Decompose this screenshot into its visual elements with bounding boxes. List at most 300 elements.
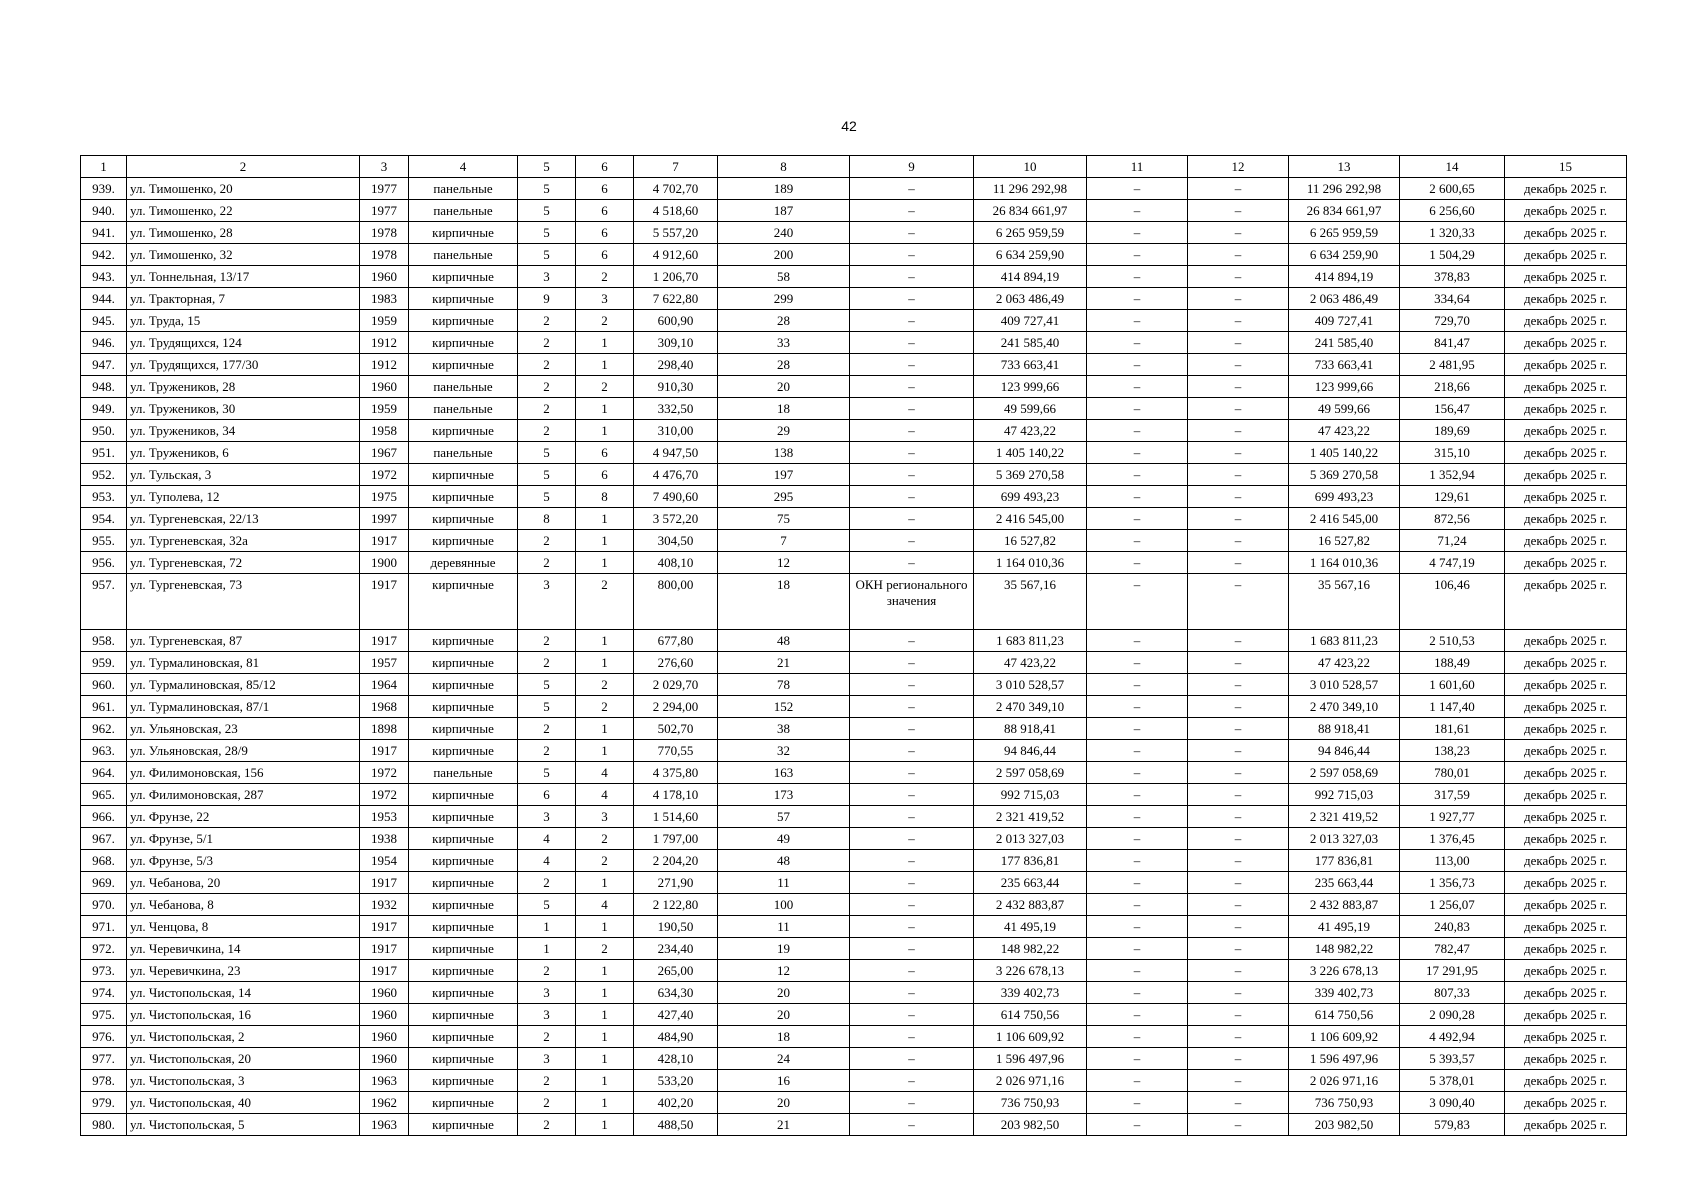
table-cell: 614 750,56 [1289,1004,1400,1026]
table-cell: кирпичные [409,310,518,332]
table-cell: ул. Филимоновская, 156 [127,762,360,784]
table-cell: 234,40 [634,938,718,960]
table-row [81,828,1627,850]
table-cell: декабрь 2025 г. [1505,574,1627,630]
table-cell: – [850,244,974,266]
table-cell: декабрь 2025 г. [1505,1070,1627,1092]
table-cell: декабрь 2025 г. [1505,894,1627,916]
table-cell: 1 [576,1004,634,1026]
table-cell: 2 [518,310,576,332]
table-cell: 298,40 [634,354,718,376]
table-cell: – [1188,420,1289,442]
table-header [81,156,1627,178]
table-cell: 2 029,70 [634,674,718,696]
table-cell: декабрь 2025 г. [1505,266,1627,288]
table-cell: 20 [718,1092,850,1114]
table-cell: 2 416 545,00 [1289,508,1400,530]
table-cell: – [1188,398,1289,420]
table-cell: 956. [81,552,127,574]
table-cell: – [1087,696,1188,718]
table-cell: 1 320,33 [1400,222,1505,244]
table-cell: декабрь 2025 г. [1505,784,1627,806]
table-cell: декабрь 2025 г. [1505,916,1627,938]
table-cell: – [1188,806,1289,828]
table-row [81,376,1627,398]
table-cell: декабрь 2025 г. [1505,486,1627,508]
table-cell: 939. [81,178,127,200]
table-cell: ул. Ульяновская, 23 [127,718,360,740]
table-cell: 310,00 [634,420,718,442]
column-header: 2 [127,156,360,178]
table-cell: кирпичные [409,740,518,762]
table-cell: 910,30 [634,376,718,398]
table-cell: 6 256,60 [1400,200,1505,222]
table-cell: 1 376,45 [1400,828,1505,850]
table-cell: ул. Чистопольская, 14 [127,982,360,1004]
column-number-row [81,156,1627,178]
table-cell: 11 296 292,98 [974,178,1087,200]
table-cell: декабрь 2025 г. [1505,740,1627,762]
table-cell: – [1087,762,1188,784]
table-cell: 1 [576,508,634,530]
table-cell: – [850,630,974,652]
table-cell: 1 927,77 [1400,806,1505,828]
table-cell: 2 063 486,49 [974,288,1087,310]
table-cell: 1 [576,420,634,442]
table-cell: кирпичные [409,332,518,354]
table-cell: 4 [518,850,576,872]
table-cell: 21 [718,1114,850,1136]
table-cell: 78 [718,674,850,696]
table-cell: 1 [518,916,576,938]
table-cell: 807,33 [1400,982,1505,1004]
table-cell: ул. Чистопольская, 20 [127,1048,360,1070]
table-cell: – [850,420,974,442]
table-cell: 3 [518,1004,576,1026]
table-cell: 5 393,57 [1400,1048,1505,1070]
table-cell: – [1188,784,1289,806]
table-cell: декабрь 2025 г. [1505,718,1627,740]
table-cell: декабрь 2025 г. [1505,222,1627,244]
table-cell: – [850,442,974,464]
column-header: 15 [1505,156,1627,178]
table-cell: 1 352,94 [1400,464,1505,486]
table-row [81,652,1627,674]
table-cell: кирпичные [409,850,518,872]
table-cell: 3 010 528,57 [974,674,1087,696]
table-cell: 218,66 [1400,376,1505,398]
table-cell: – [850,376,974,398]
column-header: 4 [409,156,518,178]
table-cell: 88 918,41 [1289,718,1400,740]
table-cell: 5 [518,200,576,222]
table-cell: 1912 [360,332,409,354]
table-cell: 28 [718,310,850,332]
table-cell: 2 [518,332,576,354]
table-cell: панельные [409,376,518,398]
table-cell: 1964 [360,674,409,696]
table-cell: – [1087,574,1188,630]
table-cell: 6 [576,464,634,486]
table-cell: кирпичные [409,630,518,652]
table-row [81,244,1627,266]
table-cell: 334,64 [1400,288,1505,310]
table-cell: 946. [81,332,127,354]
table-cell: – [1087,718,1188,740]
table-cell: 958. [81,630,127,652]
table-cell: декабрь 2025 г. [1505,982,1627,1004]
table-cell: декабрь 2025 г. [1505,674,1627,696]
table-cell: 992 715,03 [1289,784,1400,806]
table-cell: 2 [518,872,576,894]
table-cell: 2 [518,376,576,398]
column-header: 3 [360,156,409,178]
table-cell: 71,24 [1400,530,1505,552]
table-cell: 1917 [360,960,409,982]
table-cell: 1960 [360,266,409,288]
table-cell: 8 [518,508,576,530]
table-cell: – [850,894,974,916]
table-row [81,288,1627,310]
table-cell: 2 470 349,10 [1289,696,1400,718]
table-cell: 1 [576,1026,634,1048]
table-cell: ул. Фрунзе, 5/1 [127,828,360,850]
table-cell: декабрь 2025 г. [1505,354,1627,376]
table-cell: – [850,938,974,960]
table-cell: 4 [576,784,634,806]
table-cell: декабрь 2025 г. [1505,1114,1627,1136]
table-cell: 962. [81,718,127,740]
table-cell: 152 [718,696,850,718]
table-cell: 1997 [360,508,409,530]
table-cell: декабрь 2025 г. [1505,310,1627,332]
table-cell: ул. Тружеников, 34 [127,420,360,442]
table-cell: панельные [409,244,518,266]
table-cell: 177 836,81 [1289,850,1400,872]
table-cell: 1912 [360,354,409,376]
table-cell: – [850,1114,974,1136]
table-cell: 26 834 661,97 [1289,200,1400,222]
table-cell: 49 [718,828,850,850]
table-cell: кирпичные [409,916,518,938]
table-cell: 6 634 259,90 [1289,244,1400,266]
table-cell: 1 [576,354,634,376]
table-row [81,916,1627,938]
table-cell: кирпичные [409,960,518,982]
table-cell: – [1188,1026,1289,1048]
table-cell: 20 [718,1004,850,1026]
table-cell: – [1087,784,1188,806]
table-cell: – [850,310,974,332]
table-cell: 729,70 [1400,310,1505,332]
table-cell: – [850,1004,974,1026]
table-cell: 1958 [360,420,409,442]
table-row [81,200,1627,222]
table-cell: 2 013 327,03 [974,828,1087,850]
table-cell: 2 481,95 [1400,354,1505,376]
table-cell: – [1087,916,1188,938]
table-cell: 1 [518,938,576,960]
table-cell: 2 204,20 [634,850,718,872]
table-row [81,1070,1627,1092]
table-cell: 1 [576,630,634,652]
table-cell: – [1087,740,1188,762]
table-cell: 736 750,93 [1289,1092,1400,1114]
table-cell: – [1087,530,1188,552]
table-cell: 1978 [360,244,409,266]
table-cell: – [850,652,974,674]
table-cell: 203 982,50 [974,1114,1087,1136]
table-cell: – [1087,420,1188,442]
table-cell: ул. Тургеневская, 73 [127,574,360,630]
table-cell: кирпичные [409,872,518,894]
table-cell: – [1188,530,1289,552]
table-cell: ул. Тружеников, 6 [127,442,360,464]
table-cell: ул. Черевичкина, 23 [127,960,360,982]
table-cell: 21 [718,652,850,674]
table-cell: декабрь 2025 г. [1505,398,1627,420]
table-cell: 800,00 [634,574,718,630]
table-cell: 1 [576,1048,634,1070]
table-cell: – [850,398,974,420]
table-cell: – [850,332,974,354]
table-cell: 2 063 486,49 [1289,288,1400,310]
table-cell: – [1188,938,1289,960]
table-cell: 57 [718,806,850,828]
table-cell: кирпичные [409,652,518,674]
table-cell: 6 265 959,59 [974,222,1087,244]
table-cell: 974. [81,982,127,1004]
table-cell: 58 [718,266,850,288]
table-cell: кирпичные [409,1026,518,1048]
table-cell: 952. [81,464,127,486]
table-cell: 2 026 971,16 [1289,1070,1400,1092]
table-cell: кирпичные [409,938,518,960]
table-row [81,486,1627,508]
table-cell: 18 [718,398,850,420]
table-cell: 138,23 [1400,740,1505,762]
table-cell: кирпичные [409,266,518,288]
table-cell: 3 [518,806,576,828]
table-cell: – [1087,850,1188,872]
table-cell: 1 504,29 [1400,244,1505,266]
table-cell: ул. Трудящихся, 177/30 [127,354,360,376]
table-cell: 4 747,19 [1400,552,1505,574]
column-header: 9 [850,156,974,178]
table-cell: – [1087,376,1188,398]
table-cell: кирпичные [409,1070,518,1092]
table-cell: кирпичные [409,464,518,486]
table-cell: 6 [518,784,576,806]
table-cell: 992 715,03 [974,784,1087,806]
table-cell: 942. [81,244,127,266]
table-cell: 177 836,81 [974,850,1087,872]
table-cell: – [1087,1092,1188,1114]
table-cell: – [1087,354,1188,376]
table-cell: 1 514,60 [634,806,718,828]
table-cell: – [1087,1026,1188,1048]
table-row [81,178,1627,200]
table-cell: 1960 [360,1048,409,1070]
table-cell: 3 [576,288,634,310]
table-cell: 189 [718,178,850,200]
table-cell: 488,50 [634,1114,718,1136]
table-cell: – [1188,696,1289,718]
table-cell: кирпичные [409,828,518,850]
column-header: 14 [1400,156,1505,178]
table-cell: – [1188,762,1289,784]
table-cell: 148 982,22 [1289,938,1400,960]
table-cell: 7 490,60 [634,486,718,508]
table-cell: 940. [81,200,127,222]
table-cell: 4 [576,894,634,916]
table-cell: 736 750,93 [974,1092,1087,1114]
table-cell: 428,10 [634,1048,718,1070]
table-cell: 48 [718,630,850,652]
table-cell: 2 [518,1114,576,1136]
table-cell: – [1188,1004,1289,1026]
table-cell: декабрь 2025 г. [1505,828,1627,850]
table-row [81,222,1627,244]
table-cell: 1957 [360,652,409,674]
table-cell: ул. Чистопольская, 2 [127,1026,360,1048]
table-cell: 6 265 959,59 [1289,222,1400,244]
table-cell: – [850,266,974,288]
table-cell: 1 797,00 [634,828,718,850]
table-cell: – [1188,1114,1289,1136]
table-cell: – [1188,178,1289,200]
table-cell: 409 727,41 [974,310,1087,332]
table-cell: 733 663,41 [974,354,1087,376]
table-cell: кирпичные [409,486,518,508]
table-cell: 2 [518,652,576,674]
table-cell: 1 683 811,23 [1289,630,1400,652]
table-cell: – [1087,1004,1188,1026]
table-cell: 6 634 259,90 [974,244,1087,266]
table-cell: кирпичные [409,420,518,442]
table-cell: – [850,1070,974,1092]
table-cell: 5 [518,696,576,718]
table-cell: 181,61 [1400,718,1505,740]
table-cell: 2 [576,310,634,332]
table-cell: 3 226 678,13 [974,960,1087,982]
table-cell: кирпичные [409,894,518,916]
table-row [81,718,1627,740]
table-cell: 299 [718,288,850,310]
table-cell: 2 600,65 [1400,178,1505,200]
table-cell: кирпичные [409,288,518,310]
table-cell: декабрь 2025 г. [1505,652,1627,674]
table-cell: 203 982,50 [1289,1114,1400,1136]
table-cell: 6 [576,200,634,222]
table-row [81,530,1627,552]
table-cell: 970. [81,894,127,916]
table-cell: 235 663,44 [1289,872,1400,894]
table-cell: 38 [718,718,850,740]
table-cell: 5 369 270,58 [1289,464,1400,486]
table-cell: 1 [576,1070,634,1092]
table-cell: 20 [718,982,850,1004]
table-cell: 1 147,40 [1400,696,1505,718]
table-cell: 2 [576,376,634,398]
table-cell: – [850,674,974,696]
table-cell: ул. Фрунзе, 5/3 [127,850,360,872]
table-cell: 1 405 140,22 [1289,442,1400,464]
table-cell: 123 999,66 [974,376,1087,398]
table-cell: 2 432 883,87 [1289,894,1400,916]
table-cell: 1917 [360,872,409,894]
table-cell: 677,80 [634,630,718,652]
table-cell: – [1188,850,1289,872]
table-row [81,332,1627,354]
table-cell: 968. [81,850,127,872]
table-cell: 2 [518,420,576,442]
table-cell: декабрь 2025 г. [1505,552,1627,574]
table-row [81,872,1627,894]
table-cell: 5 [518,894,576,916]
table-cell: 1 [576,398,634,420]
table-cell: 1 [576,740,634,762]
table-cell: 1983 [360,288,409,310]
table-cell: – [1188,982,1289,1004]
table-row [81,508,1627,530]
table-cell: 770,55 [634,740,718,762]
table-cell: – [1087,508,1188,530]
table-cell: 1 405 140,22 [974,442,1087,464]
table-cell: ул. Турмалиновская, 85/12 [127,674,360,696]
table-cell: 2 [518,960,576,982]
table-cell: 409 727,41 [1289,310,1400,332]
table-cell: – [1188,222,1289,244]
table-cell: 276,60 [634,652,718,674]
table-cell: 5 557,20 [634,222,718,244]
table-cell: 1 [576,1114,634,1136]
table-cell: – [1188,740,1289,762]
table-cell: кирпичные [409,1048,518,1070]
table-cell: панельные [409,442,518,464]
table-cell: 5 [518,178,576,200]
table-cell: декабрь 2025 г. [1505,762,1627,784]
table-cell: – [1087,332,1188,354]
table-cell: ул. Турмалиновская, 87/1 [127,696,360,718]
table-cell: 1960 [360,1026,409,1048]
table-cell: декабрь 2025 г. [1505,630,1627,652]
table-cell: 634,30 [634,982,718,1004]
table-cell: 24 [718,1048,850,1070]
table-cell: 26 834 661,97 [974,200,1087,222]
table-cell: 129,61 [1400,486,1505,508]
table-cell: 189,69 [1400,420,1505,442]
table-row [81,960,1627,982]
table-body [81,178,1627,1136]
table-cell: 1 [576,982,634,1004]
table-cell: 1959 [360,310,409,332]
table-cell: ул. Тимошенко, 32 [127,244,360,266]
table-cell: ул. Чебанова, 20 [127,872,360,894]
table-cell: 241 585,40 [974,332,1087,354]
table-cell: декабрь 2025 г. [1505,1004,1627,1026]
table-cell: 11 [718,872,850,894]
table-cell: 48 [718,850,850,872]
table-cell: 1 356,73 [1400,872,1505,894]
table-cell: панельные [409,762,518,784]
page-number: 42 [841,118,857,134]
table-cell: 957. [81,574,127,630]
table-cell: – [850,696,974,718]
table-cell: 271,90 [634,872,718,894]
table-cell: – [1188,872,1289,894]
table-row [81,630,1627,652]
